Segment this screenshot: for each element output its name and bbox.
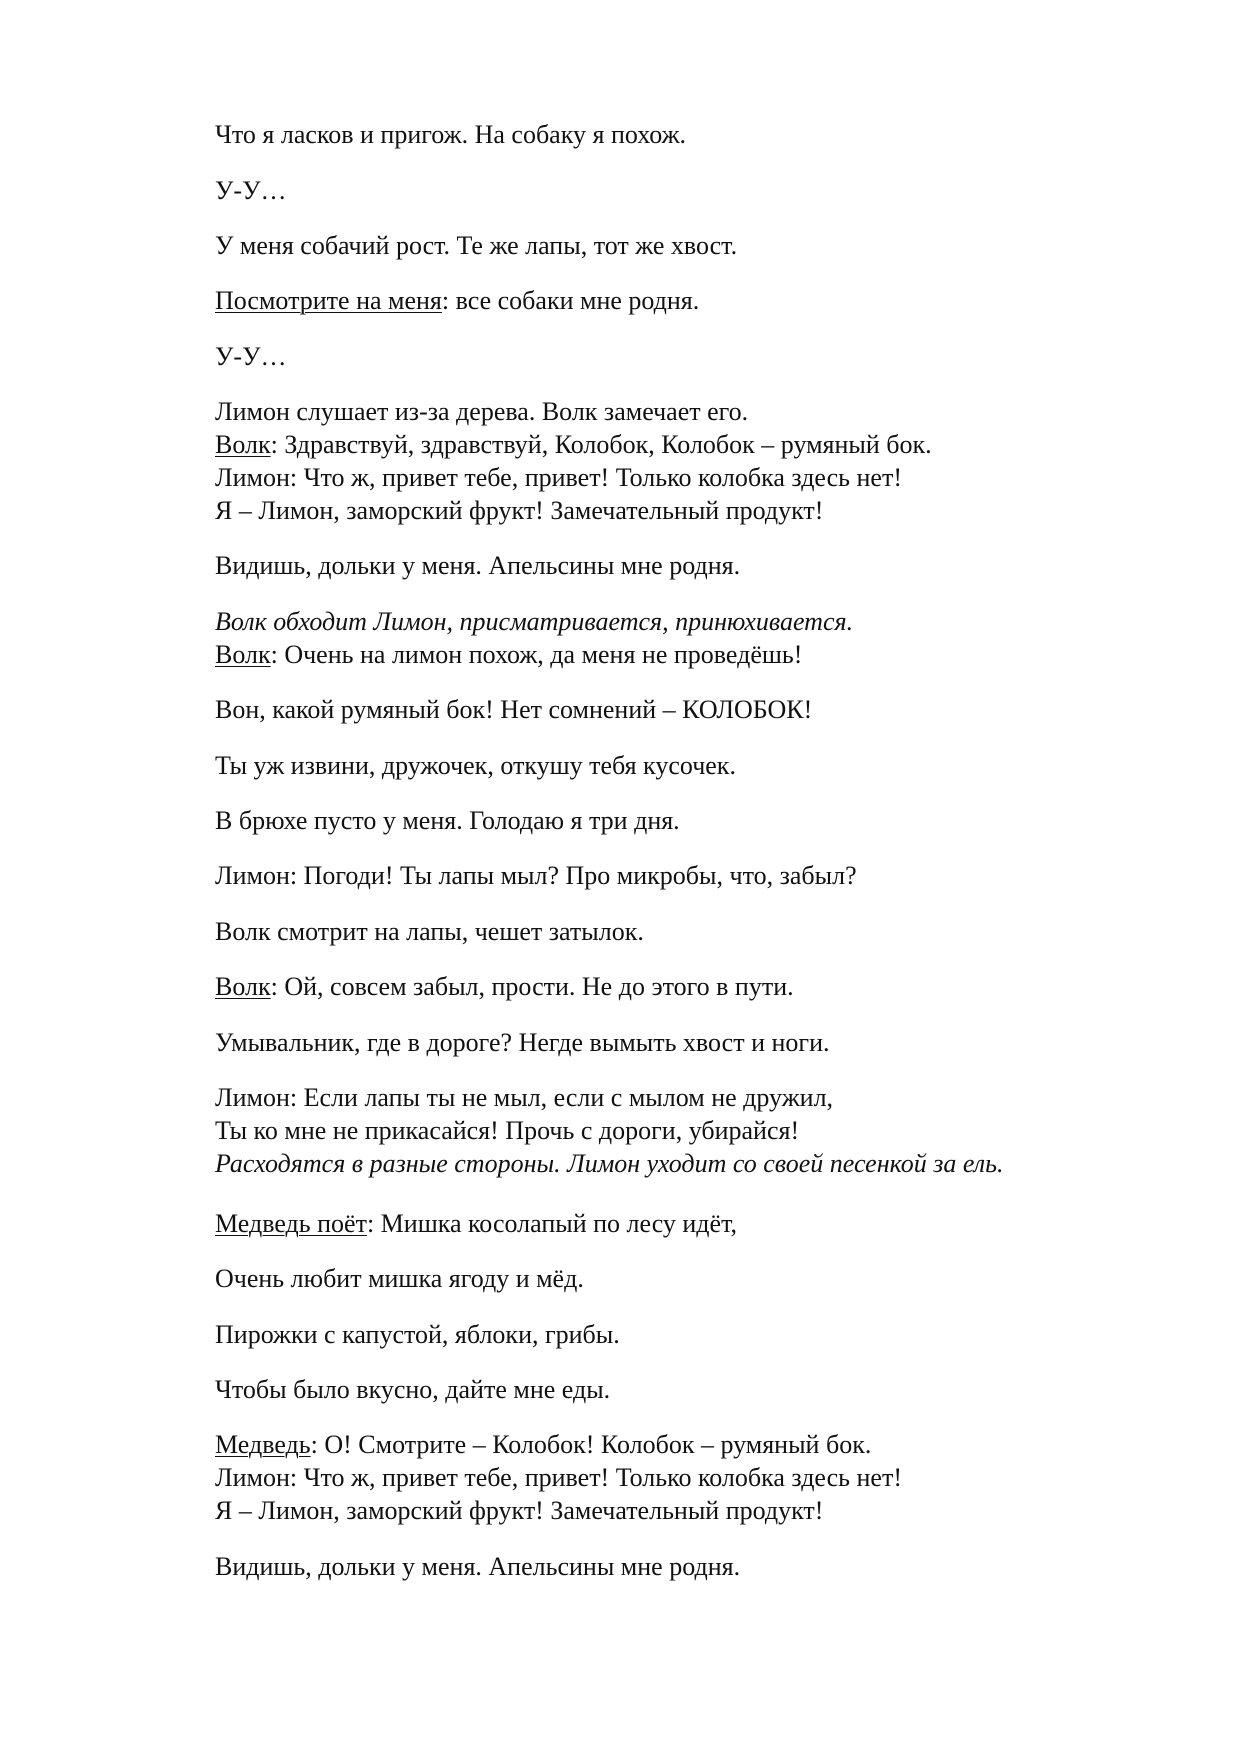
line-text: Очень любит мишка ягоду и мёд. (215, 1264, 584, 1293)
text-line (215, 1550, 740, 1583)
text-line (215, 1494, 823, 1527)
text-line (215, 1081, 833, 1114)
text-line (215, 1114, 799, 1147)
line-text: : Очень на лимон похож, да меня не проведёшь! (270, 640, 803, 669)
line-text: Волк смотрит на лапы, чешет затылок. (215, 917, 644, 946)
text-line (215, 1207, 737, 1240)
text-line (215, 284, 699, 317)
line-text: Что я ласков и пригож. На собаку я похож. (215, 120, 687, 149)
text-line (215, 549, 740, 582)
speaker-label: Медведь (215, 1430, 311, 1459)
line-text: : Мишка косолапый по лесу идёт, (366, 1209, 737, 1238)
text-line (215, 174, 286, 207)
text-line (215, 494, 823, 527)
text-line (215, 638, 802, 671)
line-text: Видишь, дольки у меня. Апельсины мне родня. (215, 1552, 741, 1581)
line-text: Волк обходит Лимон, присматривается, принюхивается. (215, 607, 854, 636)
line-text: Ты ко мне не прикасайся! Прочь с дороги, убирайся! (215, 1116, 800, 1145)
line-text: Лимон слушает из-за дерева. Волк замечает его. (215, 397, 749, 426)
text-line (215, 1026, 829, 1059)
line-text: Чтобы было вкусно, дайте мне еды. (215, 1375, 611, 1404)
line-text: Лимон: Что ж, привет тебе, привет! Только колобка здесь нет! (215, 1463, 902, 1492)
text-line (215, 1373, 610, 1406)
text-line (215, 229, 737, 262)
stage-direction (215, 605, 853, 638)
stage-direction (215, 915, 644, 948)
line-text: Лимон: Если лапы ты не мыл, если с мылом не дружил, (215, 1083, 834, 1112)
line-text: Расходятся в разные стороны. Лимон уходит со своей песенкой за ель. (215, 1149, 1004, 1178)
line-text: : О! Смотрите – Колобок! Колобок – румяный бок. (310, 1430, 872, 1459)
text-line (215, 1262, 584, 1295)
line-text: Ты уж извини, дружочек, откушу тебя кусочек. (215, 751, 736, 780)
text-line (215, 970, 794, 1003)
text-line (215, 1318, 620, 1351)
speaker-label: Волк (215, 430, 271, 459)
line-text: У-У… (215, 342, 287, 371)
speaker-label: Посмотрите на меня (215, 286, 442, 315)
line-text: Я – Лимон, заморский фрукт! Замечательный продукт! (215, 1496, 824, 1525)
line-text: : Ой, совсем забыл, прости. Не до этого в пути. (270, 972, 794, 1001)
speaker-label: Волк (215, 640, 271, 669)
text-line (215, 428, 932, 461)
line-text: : Здравствуй, здравствуй, Колобок, Колобок – румяный бок. (270, 430, 932, 459)
line-text: У меня собачий рост. Те же лапы, тот же хвост. (215, 231, 738, 260)
text-line (215, 118, 686, 151)
text-line (215, 859, 857, 892)
line-text: Пирожки с капустой, яблоки, грибы. (215, 1320, 620, 1349)
line-text: : все собаки мне родня. (441, 286, 700, 315)
line-text: Лимон: Что ж, привет тебе, привет! Только колобка здесь нет! (215, 463, 902, 492)
text-line (215, 749, 736, 782)
line-text: Я – Лимон, заморский фрукт! Замечательный продукт! (215, 496, 824, 525)
speaker-label: Медведь поёт (215, 1209, 367, 1238)
line-text: У-У… (215, 176, 287, 205)
stage-direction (215, 395, 748, 428)
line-text: Умывальник, где в дороге? Негде вымыть хвост и ноги. (215, 1028, 830, 1057)
speaker-label: Волк (215, 972, 271, 1001)
text-line (215, 693, 812, 726)
line-text: Лимон: Погоди! Ты лапы мыл? Про микробы, что, забыл? (215, 861, 857, 890)
line-text: Видишь, дольки у меня. Апельсины мне родня. (215, 551, 741, 580)
text-line (215, 1461, 902, 1494)
text-line (215, 340, 286, 373)
stage-direction (215, 1147, 1003, 1180)
line-text: Вон, какой румяный бок! Нет сомнений – КОЛОБОК! (215, 695, 813, 724)
text-line (215, 461, 902, 494)
text-line (215, 804, 680, 837)
text-line (215, 1428, 871, 1461)
line-text: В брюхе пусто у меня. Голодаю я три дня. (215, 806, 680, 835)
